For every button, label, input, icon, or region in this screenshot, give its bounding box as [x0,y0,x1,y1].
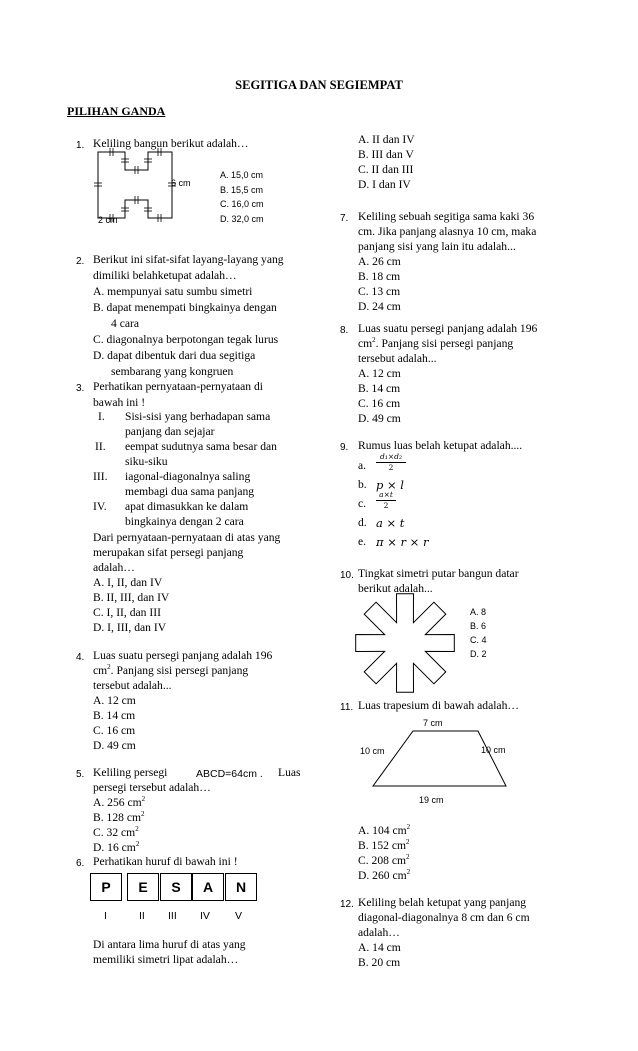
q9-option-b-label: b. [358,478,367,491]
q2-option-b-cont: 4 cara [111,317,139,330]
q2-option-d: D. dapat dibentuk dari dua segitiga [93,349,256,362]
q3-after-3: adalah… [93,561,135,574]
q1-options [220,168,264,226]
q3-stmt-2-num: II. [95,440,106,453]
q5-option-b-text: B. 128 cm [93,811,141,824]
q12-option-b: B. 20 cm [358,956,401,969]
q9-option-d-expr: a × t [376,516,405,530]
q9-option-c-label: c. [358,497,367,510]
q7-option-c: C. 13 cm [358,285,401,298]
q11-option-b [358,839,409,853]
section-heading: PILIHAN GANDA [67,104,166,118]
q11-option-b-text: B. 152 cm [358,839,406,852]
q6-letter-p: P [90,873,122,901]
q9-option-c-num: a×t [376,490,396,501]
q8-line-2-rest: . Panjang sisi persegi panjang [375,337,514,350]
q10-line-1: Tingkat simetri putar bangun datar [358,567,519,580]
q1-option-a: A. 15,0 cm [220,170,264,180]
q4-line-2-rest: . Panjang sisi persegi panjang [110,664,249,677]
q4-line-1: Luas suatu persegi panjang adalah 196 [93,649,273,662]
q12-number: 12. [340,899,354,910]
q8-option-c: C. 16 cm [358,397,401,410]
q5-line-2: persegi tersebut adalah… [93,781,211,794]
q3-stmt-3-num: III. [93,470,108,483]
q1-label-2cm: 2 cm [98,215,118,225]
q10-number: 10. [340,570,354,581]
q11-label-left: 10 cm [360,746,385,756]
q3-stmt-1-l2: panjang dan sejajar [125,425,215,438]
q11-text: Luas trapesium di bawah adalah… [358,699,519,712]
q2-number: 2. [76,256,85,267]
q7-line-2: cm. Jika panjang alasnya 10 cm, maka [358,225,537,238]
q1-number: 1. [76,140,85,151]
q5-option-a [93,796,145,810]
q8-option-b: B. 14 cm [358,382,401,395]
q7-line-3: panjang sisi yang lain itu adalah... [358,240,516,253]
q6-after-2: memiliki simetri lipat adalah… [93,953,239,966]
q4-number: 4. [76,652,85,663]
q8-sup: 2 [372,336,376,345]
q5-option-c [93,826,139,840]
q7-line-1: Keliling sebuah segitiga sama kaki 36 [358,210,535,223]
q5-number: 5. [76,769,85,780]
q1-option-c: C. 16,0 cm [220,199,264,209]
q3-after-2: merupakan sifat persegi panjang [93,546,244,559]
q6-number: 6. [76,858,85,869]
q3-line-2: bawah ini ! [93,396,146,409]
q6-roman-3: III [168,910,177,922]
q8-number: 8. [340,325,349,336]
q6-option-b: B. III dan V [358,148,414,161]
q3-stmt-4-l1: apat dimasukkan ke dalam [125,500,249,513]
q5-line-1a: Keliling persegi [93,766,168,779]
q4-line-3: tersebut adalah... [93,679,172,692]
q1-label-6cm: 6 cm [171,178,191,188]
q2-option-c: C. diagonalnya berpotongan tegak lurus [93,333,279,346]
q5-option-a-text: A. 256 cm [93,796,142,809]
q8-line-1: Luas suatu persegi panjang adalah 196 [358,322,538,335]
q4-line-2 [93,664,248,678]
q5-option-d-sup: 2 [135,840,140,849]
q5-line-1b: ABCD=64cm . [196,768,263,780]
q11-option-c-sup: 2 [405,853,410,862]
q12-option-a: A. 14 cm [358,941,401,954]
q9-option-e-label: e. [358,535,367,548]
q8-line-2 [358,337,513,351]
q1-option-b: B. 15,5 cm [220,184,264,195]
q10-option-b: B. 6 [470,621,487,631]
q9-option-a-num: d₁×d₂ [376,452,406,463]
q3-number: 3. [76,383,85,394]
q3-option-d: D. I, III, dan IV [93,621,167,634]
q3-stmt-4-l2: bingkainya dengan 2 cara [125,515,244,528]
q10-option-d: D. 2 [470,649,487,659]
q11-option-a [358,824,410,838]
q4-sup: 2 [107,663,111,672]
q11-option-a-text: A. 104 cm [358,824,407,837]
q3-stmt-3-l1: iagonal-diagonalnya saling [125,470,251,483]
q11-trapezoid-figure [373,731,533,791]
q6-roman-4: IV [200,910,210,922]
q9-option-c-den: 2 [383,501,389,510]
q11-number: 11. [340,702,354,713]
q11-option-d-sup: 2 [406,868,411,877]
q6-roman-2: II [139,910,145,922]
q11-option-b-sup: 2 [405,838,410,847]
q11-option-d-text: D. 260 cm [358,869,407,882]
q11-option-a-sup: 2 [406,823,411,832]
q4-unit: cm [93,664,108,677]
q7-number: 7. [340,213,349,224]
q9-option-d-label: d. [358,516,367,529]
q6-roman-1: I [104,910,107,922]
q10-line-2: berikut adalah... [358,582,433,595]
q6-letter-n: N [225,873,257,901]
q5-option-d [93,841,139,855]
q7-option-b: B. 18 cm [358,270,401,283]
q11-label-top: 7 cm [423,718,443,728]
q8-line-3: tersebut adalah... [358,352,437,365]
q3-stmt-2-l1: eempat sudutnya sama besar dan [125,440,277,453]
q10-options [470,605,487,661]
page-title: SEGITIGA DAN SEGIEMPAT [235,78,403,92]
q5-option-b-sup: 2 [140,810,145,819]
q2-option-a: A. mempunyai satu sumbu simetri [93,285,253,298]
q4-option-c: C. 16 cm [93,724,136,737]
q5-line-1c: Luas [278,766,301,779]
q9-option-a-label: a. [358,459,367,472]
q5-option-a-sup: 2 [141,795,146,804]
q3-after-1: Dari pernyataan-pernyataan di atas yang [93,531,281,544]
q11-option-c [358,854,409,868]
q6-option-a: A. II dan IV [358,133,415,146]
q2-option-b: B. dapat menempati bingkainya dengan [93,301,277,314]
q6-option-d: D. I dan IV [358,178,411,191]
q3-option-c: C. I, II, dan III [93,606,161,619]
q5-option-c-text: C. 32 cm [93,826,136,839]
q6-letter-a: A [192,873,224,901]
q9-option-c-fraction [376,490,396,511]
q6-option-c: C. II dan III [358,163,414,176]
q2-option-d-cont: sembarang yang kongruen [111,365,234,378]
q10-option-c: C. 4 [470,635,487,645]
q7-option-d: D. 24 cm [358,300,401,313]
q4-option-a: A. 12 cm [93,694,136,707]
q11-label-bottom: 19 cm [419,795,444,805]
q9-text: Rumus luas belah ketupat adalah.... [358,439,523,452]
q10-star-figure [350,588,460,698]
q7-option-a: A. 26 cm [358,255,401,268]
q9-number: 9. [340,442,349,453]
q11-option-d [358,869,410,883]
q5-option-c-sup: 2 [135,825,139,834]
q3-stmt-1-num: I. [98,410,105,423]
q2-line-1: Berikut ini sifat-sifat layang-layang yang [93,253,284,266]
q5-option-b [93,811,144,825]
q12-line-3: adalah… [358,926,400,939]
q6-letter-e: E [127,873,159,901]
q4-option-b: B. 14 cm [93,709,136,722]
q11-option-c-text: C. 208 cm [358,854,406,867]
q9-option-b-expr: p × l [376,478,404,492]
q3-stmt-4-num: IV. [93,500,107,513]
q9-option-a-fraction [376,452,406,473]
q1-text: Keliling bangun berikut adalah… [93,137,249,150]
q8-unit: cm [358,337,373,350]
q3-option-a: A. I, II, dan IV [93,576,163,589]
q8-option-d: D. 49 cm [358,412,401,425]
q5-option-d-text: D. 16 cm [93,841,136,854]
q6-after-1: Di antara lima huruf di atas yang [93,938,246,951]
q12-line-1: Keliling belah ketupat yang panjang [358,896,527,909]
q2-line-2: dimiliki belahketupat adalah… [93,269,237,282]
q3-option-b: B. II, III, dan IV [93,591,170,604]
q9-option-e-expr: π × r × r [376,535,429,549]
q3-line-1: Perhatikan pernyataan-pernyataan di [93,380,263,393]
q6-roman-5: V [235,910,243,922]
q3-stmt-3-l2: membagi dua sama panjang [125,485,255,498]
q11-label-right: 10 cm [481,745,506,755]
q9-option-a-den: 2 [388,463,394,472]
q12-line-2: diagonal-diagonalnya 8 cm dan 6 cm [358,911,530,924]
q6-text: Perhatikan huruf di bawah ini ! [93,855,238,868]
q1-option-d: D. 32,0 cm [220,213,264,224]
q3-stmt-2-l2: siku-siku [125,455,168,468]
q10-option-a: A. 8 [470,607,487,617]
q3-stmt-1-l1: Sisi-sisi yang berhadapan sama [125,410,271,423]
q8-option-a: A. 12 cm [358,367,401,380]
q6-letter-s: S [160,873,192,901]
q4-option-d: D. 49 cm [93,739,136,752]
